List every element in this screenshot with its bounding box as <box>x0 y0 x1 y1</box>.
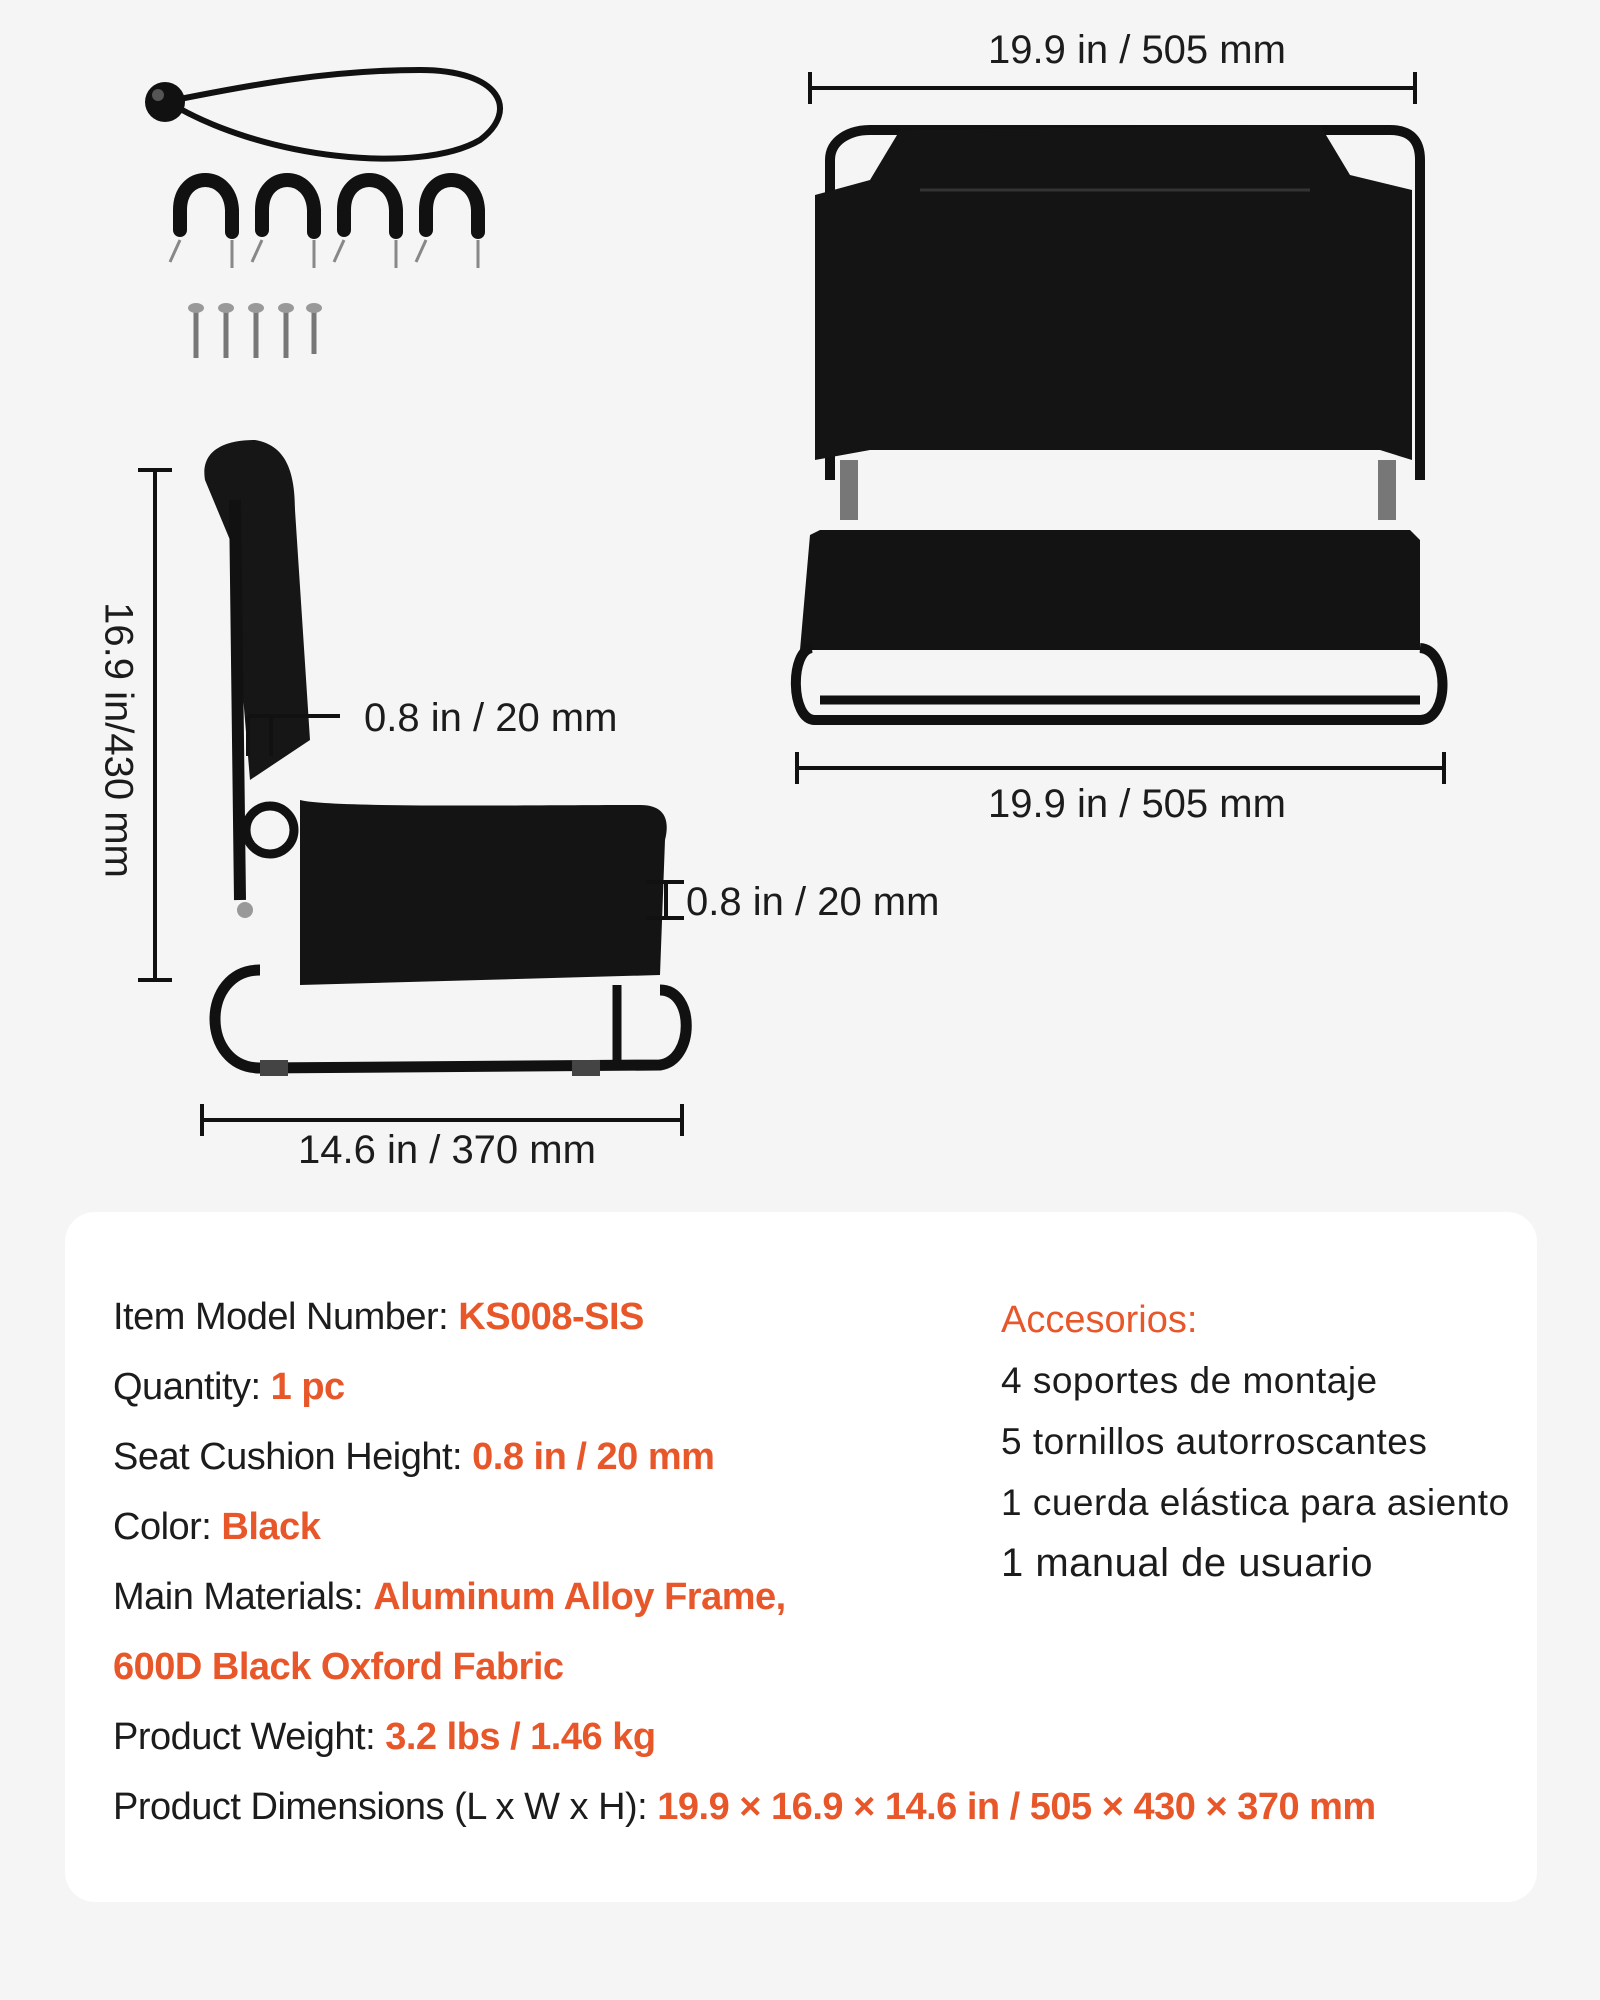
chair-side-view <box>204 440 686 1076</box>
spec-label: Product Dimensions (L x W x H): <box>113 1786 658 1828</box>
spec-value: 1 pc <box>270 1366 345 1408</box>
spec-value: 600D Black Oxford Fabric <box>113 1646 564 1688</box>
spec-value: 19.9 × 16.9 × 14.6 in / 505 × 430 × 370 mm <box>657 1786 1376 1828</box>
accessory-item: 5 tornillos autorroscantes <box>1001 1421 1428 1462</box>
mounting-bracket-icon <box>180 180 478 232</box>
chair-front-view <box>796 125 1443 720</box>
spec-materials-cont <box>113 1632 993 1702</box>
bracket-screw-icon <box>170 240 478 268</box>
seat-thickness-label: 0.8 in / 20 mm <box>686 880 940 924</box>
spec-label: Item Model Number: <box>113 1296 459 1338</box>
spec-value: 3.2 lbs / 1.46 kg <box>385 1716 656 1758</box>
top-width-label: 19.9 in / 505 mm <box>988 28 1286 72</box>
spec-value: KS008-SIS <box>458 1296 644 1338</box>
accessory-item: 1 manual de usuario <box>1001 1541 1373 1585</box>
spec-weight <box>113 1702 993 1772</box>
spec-quantity <box>113 1352 993 1422</box>
spec-seat-height <box>113 1422 993 1492</box>
back-thickness-label: 0.8 in / 20 mm <box>364 696 618 740</box>
spec-card <box>65 1212 1537 1902</box>
spec-dimensions <box>113 1772 1376 1842</box>
spec-value: Black <box>221 1506 321 1548</box>
spec-label: Main Materials: <box>113 1576 374 1618</box>
spec-label: Product Weight: <box>113 1716 386 1758</box>
bottom-width-label: 19.9 in / 505 mm <box>988 782 1286 826</box>
accessory-item: 1 cuerda elástica para asiento <box>1001 1482 1510 1523</box>
screws-icon <box>188 303 322 358</box>
bungee-cord-icon <box>145 70 500 159</box>
spec-color <box>113 1492 993 1562</box>
depth-label: 14.6 in / 370 mm <box>298 1128 596 1172</box>
spec-value: Aluminum Alloy Frame, <box>373 1576 786 1618</box>
spec-label: Quantity: <box>113 1366 271 1408</box>
spec-model-number <box>113 1282 993 1352</box>
spec-value: 0.8 in / 20 mm <box>472 1436 715 1478</box>
height-label: 16.9 in/430 mm <box>96 602 141 878</box>
spec-label: Seat Cushion Height: <box>113 1436 473 1478</box>
spec-label: Color: <box>113 1506 222 1548</box>
accessories-title: Accesorios: <box>1001 1299 1198 1341</box>
spec-materials <box>113 1562 993 1632</box>
accessory-item: 4 soportes de montaje <box>1001 1360 1378 1401</box>
accessories-list <box>1001 1290 1521 1594</box>
